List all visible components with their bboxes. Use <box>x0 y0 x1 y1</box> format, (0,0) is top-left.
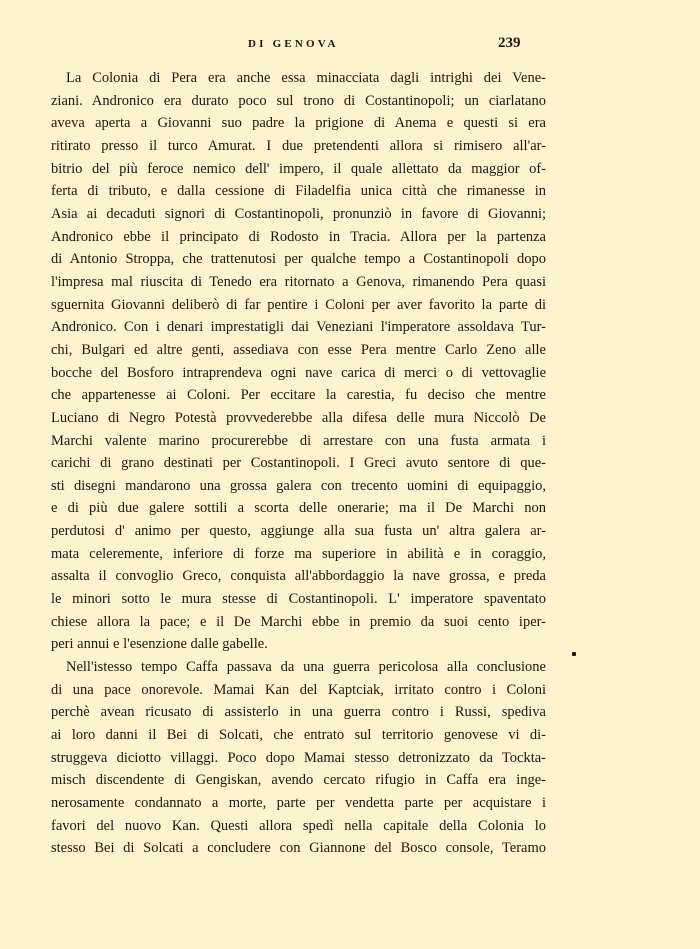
text-line: chi, Bulgari ed altre genti, assediava con esse Pera mentre Carlo Zeno alle <box>51 341 546 358</box>
text-line: La Colonia di Pera era anche essa minacciata dagli intrighi dei Vene- <box>66 70 546 86</box>
text-line: bocche del Bosforo intraprendeva ogni nave carica di merci o di vettovaglie <box>51 364 546 381</box>
paragraph-1 <box>51 67 546 656</box>
text-line: nerosamente condannato a morte, parte per vendetta parte per acquistare i <box>51 795 546 811</box>
text-line: ai loro danni il Bei di Solcati, che entrato sul territorio genovese vi di- <box>51 727 546 744</box>
text-line: ritirato presso il turco Amurat. I due pretendenti allora si rimisero all'ar- <box>51 137 546 154</box>
text-line: Asia ai decaduti signori di Costantinopoli, pronunziò in favore di Giovanni; <box>51 205 546 222</box>
text-line: peri annui e l'esenzione dalle gabelle. <box>51 636 268 653</box>
text-line: assalta il convoglio Greco, conquista all'abbordaggio la nave grossa, e preda <box>51 568 546 585</box>
text-line: carichi di grano destinati per Costantinopoli. I Greci avuto sentore di que- <box>51 455 546 472</box>
text-line: mata celeremente, inferiore di forze ma superiore in abilità e in coraggio, <box>51 545 546 562</box>
text-line: ziani. Andronico era durato poco sul trono di Costantinopoli; un ciarlatano <box>51 92 546 109</box>
text-line: Marchi valente marino procurerebbe di arrestare con una fusta armata i <box>51 432 546 449</box>
text-line: Andronico ebbe il principato di Rodosto in Tracia. Allora per la partenza <box>51 228 546 245</box>
running-head <box>0 35 700 56</box>
text-line: misch discendente di Gengiskan, avendo cercato rifugio in Caffa era inge- <box>51 772 546 789</box>
text-line: sti disegni mandarono una grossa galera con trecento uomini di equipaggio, <box>51 477 546 494</box>
body-text <box>51 67 546 860</box>
text-line: sguernita Giovanni deliberò di far pentire i Coloni per aver favorito la parte di <box>51 296 546 313</box>
text-line: di una pace onorevole. Mamai Kan del Kaptciak, irritato contro i Coloni <box>51 681 546 698</box>
text-line: ferta di tributo, e dalla cessione di Filadelfia unica città che rimanesse in <box>51 183 546 200</box>
text-line: perdutosi d' animo per questo, aggiunge alla sua fusta un' altra galera ar- <box>51 523 546 540</box>
paragraph-2 <box>51 656 546 860</box>
page-number: 239 <box>498 35 521 51</box>
text-line: Nell'istesso tempo Caffa passava da una guerra pericolosa alla conclusione <box>66 659 546 676</box>
text-line: stesso Bei di Solcati a concludere con Giannone del Bosco console, Teramo <box>51 840 546 857</box>
text-line: chiese allora la pace; e il De Marchi ebbe in premio da suoi cento iper- <box>51 613 546 630</box>
text-line: Andronico. Con i denari imprestatigli dai Veneziani l'imperatore assoldava Tur- <box>51 319 546 336</box>
text-line: di Antonio Stroppa, che trattenutosi per qualche tempo a Costantinopoli dopo <box>51 251 546 268</box>
text-line: struggeva diciotto villaggi. Poco dopo Mamai stesso detronizzato da Tockta- <box>51 749 546 766</box>
text-line: bitrio del più feroce nemico dell' impero, il quale allettato da maggior of- <box>51 160 546 177</box>
text-line: aveva aperta a Giovanni suo padre la prigione di Anema e questi si era <box>51 115 546 132</box>
text-line: l'impresa mal riuscita di Tenedo era ritornato a Genova, rimanendo Pera quasi <box>51 273 546 290</box>
running-title: DI GENOVA <box>248 38 339 50</box>
margin-ink-mark <box>572 652 576 656</box>
text-line: e di più due galere sottili a scorta delle onerarie; ma il De Marchi non <box>51 500 546 517</box>
text-line: le minori sotto le mura stesse di Costantinopoli. L' imperatore spaventato <box>51 591 546 608</box>
text-line: favori del nuovo Kan. Questi allora spedì nella capitale della Colonia lo <box>51 817 546 834</box>
text-line: Luciano di Negro Potestà provvederebbe alla difesa delle mura Niccolò De <box>51 409 546 426</box>
text-line: perchè avean ricusato di assisterlo in una guerra contro i Russi, spediva <box>51 704 546 721</box>
text-line: che appartenesse ai Coloni. Per eccitare la carestia, fu deciso che mentre <box>51 387 546 404</box>
